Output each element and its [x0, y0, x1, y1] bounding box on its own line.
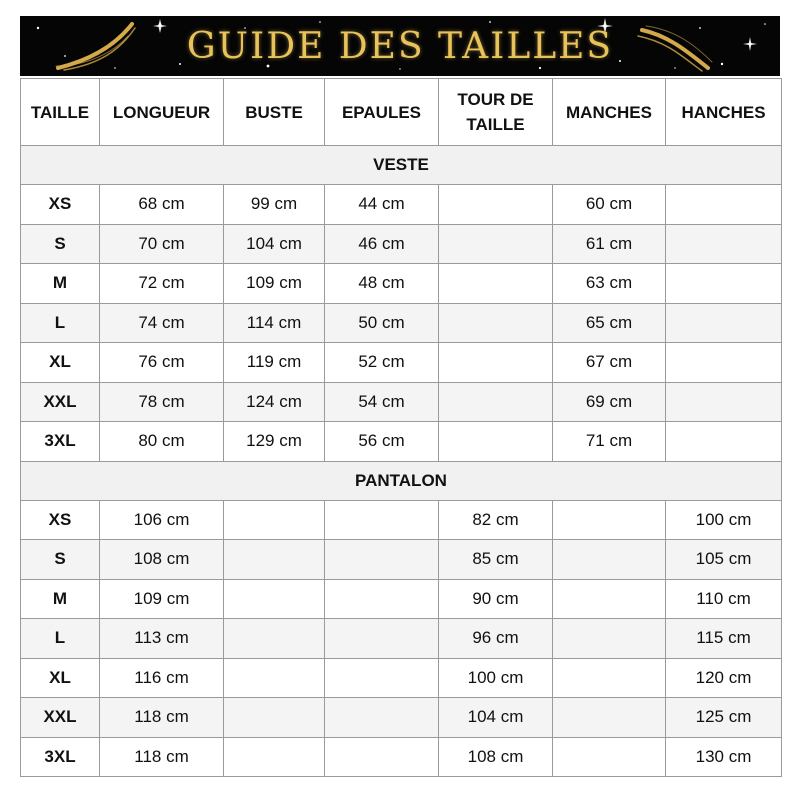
measurement-cell [553, 579, 666, 619]
measurement-cell: 99 cm [224, 185, 325, 225]
measurement-cell [666, 224, 782, 264]
measurement-cell: 69 cm [553, 382, 666, 422]
size-label: M [21, 264, 100, 304]
measurement-cell: 110 cm [666, 579, 782, 619]
measurement-cell: 74 cm [100, 303, 224, 343]
measurement-cell [553, 619, 666, 659]
measurement-cell [224, 540, 325, 580]
measurement-cell: 100 cm [439, 658, 553, 698]
measurement-cell: 54 cm [325, 382, 439, 422]
measurement-cell [666, 422, 782, 462]
table-row [21, 224, 782, 264]
measurement-cell: 90 cm [439, 579, 553, 619]
measurement-cell: 48 cm [325, 264, 439, 304]
measurement-cell: 82 cm [439, 500, 553, 540]
measurement-cell: 44 cm [325, 185, 439, 225]
measurement-cell: 120 cm [666, 658, 782, 698]
size-label: S [21, 540, 100, 580]
measurement-cell [224, 698, 325, 738]
measurement-cell [553, 737, 666, 777]
measurement-cell [325, 579, 439, 619]
measurement-cell: 114 cm [224, 303, 325, 343]
title-banner [20, 16, 780, 76]
measurement-cell: 96 cm [439, 619, 553, 659]
section-row [21, 146, 782, 185]
measurement-cell: 106 cm [100, 500, 224, 540]
measurement-cell [439, 303, 553, 343]
measurement-cell [325, 698, 439, 738]
measurement-cell [439, 422, 553, 462]
measurement-cell: 60 cm [553, 185, 666, 225]
measurement-cell [439, 343, 553, 383]
table-row [21, 343, 782, 383]
table-row [21, 737, 782, 777]
measurement-cell: 118 cm [100, 698, 224, 738]
header-manches: MANCHES [553, 79, 666, 146]
measurement-cell [439, 264, 553, 304]
size-label: XL [21, 343, 100, 383]
header-epaules: EPAULES [325, 79, 439, 146]
header-taille: TAILLE [21, 79, 100, 146]
measurement-cell [325, 619, 439, 659]
table-row [21, 422, 782, 462]
measurement-cell: 72 cm [100, 264, 224, 304]
measurement-cell [224, 579, 325, 619]
measurement-cell: 119 cm [224, 343, 325, 383]
page-title: GUIDE DES TAILLES [186, 25, 614, 67]
measurement-cell: 113 cm [100, 619, 224, 659]
measurement-cell: 129 cm [224, 422, 325, 462]
measurement-cell [666, 382, 782, 422]
measurement-cell: 124 cm [224, 382, 325, 422]
measurement-cell [439, 185, 553, 225]
measurement-cell: 109 cm [224, 264, 325, 304]
header-buste: BUSTE [224, 79, 325, 146]
measurement-cell [325, 737, 439, 777]
measurement-cell [553, 540, 666, 580]
size-label: XXL [21, 698, 100, 738]
size-label: L [21, 303, 100, 343]
table-row [21, 500, 782, 540]
measurement-cell: 46 cm [325, 224, 439, 264]
measurement-cell: 76 cm [100, 343, 224, 383]
section-row [21, 461, 782, 500]
measurement-cell: 68 cm [100, 185, 224, 225]
measurement-cell: 61 cm [553, 224, 666, 264]
measurement-cell: 118 cm [100, 737, 224, 777]
table-row [21, 382, 782, 422]
size-guide-table [20, 78, 782, 777]
measurement-cell: 104 cm [439, 698, 553, 738]
measurement-cell: 104 cm [224, 224, 325, 264]
measurement-cell: 71 cm [553, 422, 666, 462]
measurement-cell: 116 cm [100, 658, 224, 698]
measurement-cell [224, 500, 325, 540]
measurement-cell: 80 cm [100, 422, 224, 462]
measurement-cell [553, 658, 666, 698]
measurement-cell: 52 cm [325, 343, 439, 383]
measurement-cell [666, 264, 782, 304]
size-label: XS [21, 500, 100, 540]
measurement-cell [325, 500, 439, 540]
size-label: 3XL [21, 737, 100, 777]
measurement-cell: 108 cm [439, 737, 553, 777]
size-label: XXL [21, 382, 100, 422]
measurement-cell: 78 cm [100, 382, 224, 422]
measurement-cell: 70 cm [100, 224, 224, 264]
table-row [21, 579, 782, 619]
measurement-cell [666, 343, 782, 383]
measurement-cell: 105 cm [666, 540, 782, 580]
table-header-row [21, 79, 782, 146]
header-longueur: LONGUEUR [100, 79, 224, 146]
table-row [21, 303, 782, 343]
measurement-cell: 56 cm [325, 422, 439, 462]
measurement-cell [439, 382, 553, 422]
measurement-cell [439, 224, 553, 264]
measurement-cell: 50 cm [325, 303, 439, 343]
measurement-cell: 115 cm [666, 619, 782, 659]
size-label: XS [21, 185, 100, 225]
measurement-cell: 125 cm [666, 698, 782, 738]
section-label: PANTALON [21, 461, 782, 500]
table-row [21, 658, 782, 698]
section-label: VESTE [21, 146, 782, 185]
measurement-cell: 63 cm [553, 264, 666, 304]
table-row [21, 619, 782, 659]
measurement-cell [553, 500, 666, 540]
measurement-cell: 67 cm [553, 343, 666, 383]
size-label: 3XL [21, 422, 100, 462]
size-label: L [21, 619, 100, 659]
size-label: XL [21, 658, 100, 698]
table-row [21, 540, 782, 580]
table-row [21, 698, 782, 738]
measurement-cell: 108 cm [100, 540, 224, 580]
measurement-cell: 65 cm [553, 303, 666, 343]
size-label: M [21, 579, 100, 619]
measurement-cell [553, 698, 666, 738]
measurement-cell [224, 619, 325, 659]
measurement-cell: 85 cm [439, 540, 553, 580]
measurement-cell [325, 540, 439, 580]
measurement-cell: 109 cm [100, 579, 224, 619]
measurement-cell: 100 cm [666, 500, 782, 540]
table-body [21, 146, 782, 777]
measurement-cell [224, 658, 325, 698]
size-label: S [21, 224, 100, 264]
table-row [21, 264, 782, 304]
measurement-cell [666, 185, 782, 225]
header-tour-de-taille: TOUR DE TAILLE [439, 79, 553, 146]
measurement-cell: 130 cm [666, 737, 782, 777]
table-row [21, 185, 782, 225]
measurement-cell [325, 658, 439, 698]
header-hanches: HANCHES [666, 79, 782, 146]
measurement-cell [666, 303, 782, 343]
measurement-cell [224, 737, 325, 777]
